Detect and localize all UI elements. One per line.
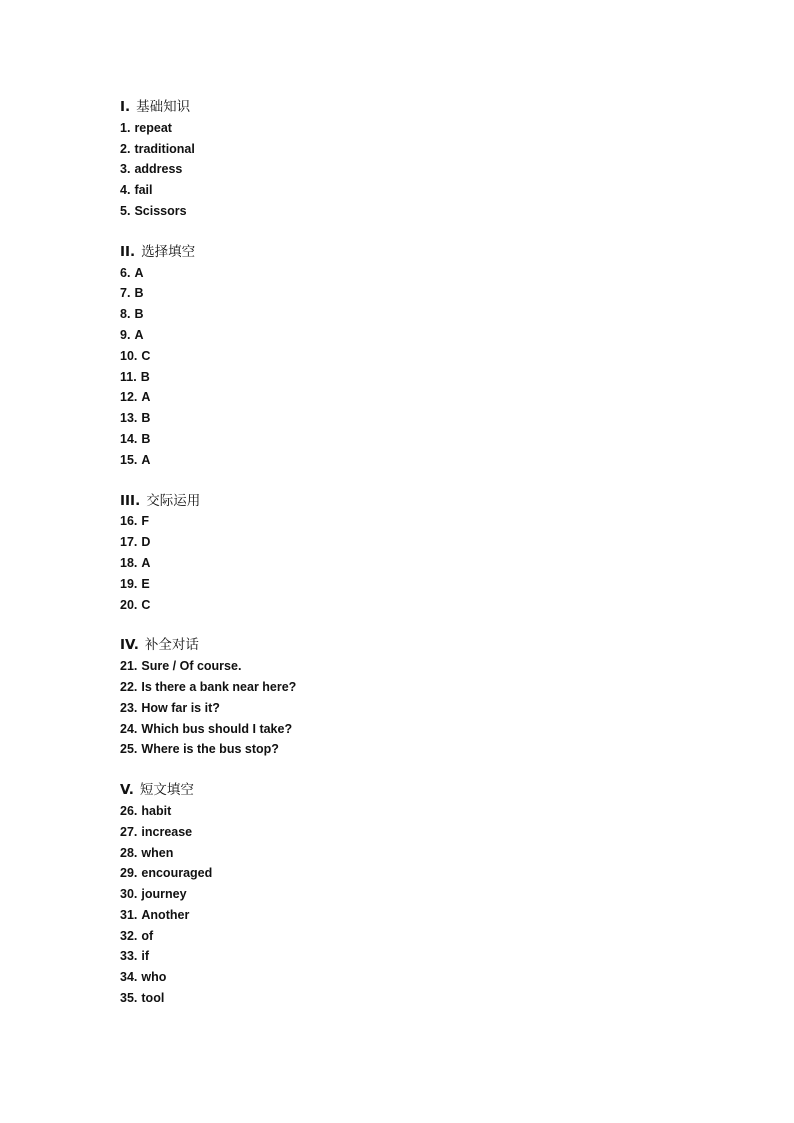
answer-text: of <box>141 928 154 943</box>
answer-number: 22. <box>120 679 138 694</box>
answer-text: C <box>141 597 151 612</box>
section-heading <box>120 491 720 512</box>
answer-text: B <box>134 307 144 322</box>
answer-item <box>120 367 720 388</box>
answer-item <box>120 450 720 471</box>
answer-text: B <box>134 286 144 301</box>
section-passage-cloze <box>120 780 720 1009</box>
section-heading <box>120 97 720 118</box>
answer-number: 29. <box>120 866 138 881</box>
answer-text: habit <box>141 803 172 818</box>
answer-text: address <box>134 162 183 177</box>
answer-text: fail <box>134 183 153 198</box>
answer-item <box>120 118 720 139</box>
answer-text: repeat <box>134 120 172 135</box>
answer-number: 25. <box>120 742 138 757</box>
answer-text: How far is it? <box>141 700 220 715</box>
answer-number: 21. <box>120 659 138 674</box>
section-numeral: III. <box>120 492 141 509</box>
answer-text: B <box>141 431 151 446</box>
answer-text: Scissors <box>134 203 187 218</box>
answer-number: 9. <box>120 327 131 342</box>
answer-item <box>120 325 720 346</box>
answer-number: 3. <box>120 162 131 177</box>
answer-number: 13. <box>120 411 138 426</box>
answer-number: 6. <box>120 265 131 280</box>
answer-number: 4. <box>120 183 131 198</box>
answer-number: 16. <box>120 514 138 529</box>
answer-number: 1. <box>120 120 131 135</box>
answer-number: 33. <box>120 949 138 964</box>
answer-text: increase <box>141 824 193 839</box>
section-numeral: IV. <box>120 637 139 654</box>
answer-number: 8. <box>120 307 131 322</box>
answer-item <box>120 408 720 429</box>
answer-item <box>120 988 720 1009</box>
answer-item <box>120 511 720 532</box>
section-title: 短文填空 <box>139 782 194 799</box>
answer-item <box>120 677 720 698</box>
answer-number: 20. <box>120 597 138 612</box>
answer-text: D <box>141 535 151 550</box>
answer-number: 31. <box>120 907 138 922</box>
answer-item <box>120 801 720 822</box>
answer-number: 24. <box>120 721 138 736</box>
answer-item <box>120 180 720 201</box>
answer-number: 2. <box>120 141 131 156</box>
answer-number: 11. <box>120 369 137 384</box>
answer-text: Which bus should I take? <box>141 721 293 736</box>
section-basic-knowledge <box>120 97 720 222</box>
section-multiple-choice <box>120 242 720 471</box>
answer-text: tool <box>141 991 165 1006</box>
answer-item <box>120 967 720 988</box>
answer-text: A <box>141 390 151 405</box>
answer-key-document <box>120 97 720 1029</box>
section-numeral: V. <box>120 782 134 799</box>
answer-text: B <box>141 411 151 426</box>
answer-text: Where is the bus stop? <box>141 742 279 757</box>
answer-item <box>120 553 720 574</box>
answer-text: Sure / Of course. <box>141 659 242 674</box>
section-dialogue-completion <box>120 635 720 760</box>
answer-item <box>120 656 720 677</box>
answer-text: traditional <box>134 141 195 156</box>
section-numeral: II. <box>120 243 136 260</box>
answer-item <box>120 429 720 450</box>
answer-text: A <box>141 555 151 570</box>
answer-number: 23. <box>120 700 138 715</box>
answer-item <box>120 283 720 304</box>
answer-number: 15. <box>120 452 138 467</box>
section-communication <box>120 491 720 616</box>
answer-item <box>120 139 720 160</box>
answer-number: 10. <box>120 348 138 363</box>
answer-item <box>120 532 720 553</box>
answer-number: 26. <box>120 803 138 818</box>
answer-text: A <box>134 327 144 342</box>
answer-item <box>120 926 720 947</box>
answer-text: A <box>141 452 151 467</box>
answer-number: 14. <box>120 431 138 446</box>
section-numeral: I. <box>120 99 131 115</box>
answer-item <box>120 843 720 864</box>
answer-number: 32. <box>120 928 138 943</box>
answer-item <box>120 739 720 760</box>
answer-item <box>120 346 720 367</box>
answer-item <box>120 884 720 905</box>
answer-text: Another <box>141 907 190 922</box>
answer-number: 34. <box>120 970 138 985</box>
answer-item <box>120 387 720 408</box>
answer-number: 19. <box>120 576 138 591</box>
answer-item <box>120 863 720 884</box>
answer-item <box>120 595 720 616</box>
answer-text: who <box>141 970 167 985</box>
section-title: 交际运用 <box>146 492 201 509</box>
answer-text: A <box>134 265 144 280</box>
answer-number: 30. <box>120 887 138 902</box>
answer-item <box>120 201 720 222</box>
answer-item <box>120 946 720 967</box>
answer-item <box>120 698 720 719</box>
answer-item <box>120 159 720 180</box>
section-heading <box>120 635 720 656</box>
section-heading <box>120 780 720 801</box>
answer-text: when <box>141 845 174 860</box>
answer-text: E <box>141 576 150 591</box>
answer-number: 35. <box>120 991 138 1006</box>
answer-number: 18. <box>120 555 138 570</box>
answer-item <box>120 905 720 926</box>
answer-item <box>120 574 720 595</box>
answer-item <box>120 822 720 843</box>
section-title: 选择填空 <box>141 243 196 260</box>
answer-number: 28. <box>120 845 138 860</box>
answer-number: 17. <box>120 535 138 550</box>
answer-text: B <box>140 369 150 384</box>
answer-number: 5. <box>120 203 131 218</box>
answer-item <box>120 719 720 740</box>
answer-item <box>120 263 720 284</box>
section-heading <box>120 242 720 263</box>
section-title: 补全对话 <box>144 637 199 654</box>
answer-text: encouraged <box>141 866 213 881</box>
answer-number: 12. <box>120 390 138 405</box>
answer-number: 27. <box>120 824 138 839</box>
answer-number: 7. <box>120 286 131 301</box>
answer-text: C <box>141 348 151 363</box>
answer-text: if <box>141 949 150 964</box>
answer-text: Is there a bank near here? <box>141 679 297 694</box>
answer-text: F <box>141 514 150 529</box>
section-title: 基础知识 <box>136 99 191 115</box>
answer-text: journey <box>141 887 187 902</box>
answer-item <box>120 304 720 325</box>
